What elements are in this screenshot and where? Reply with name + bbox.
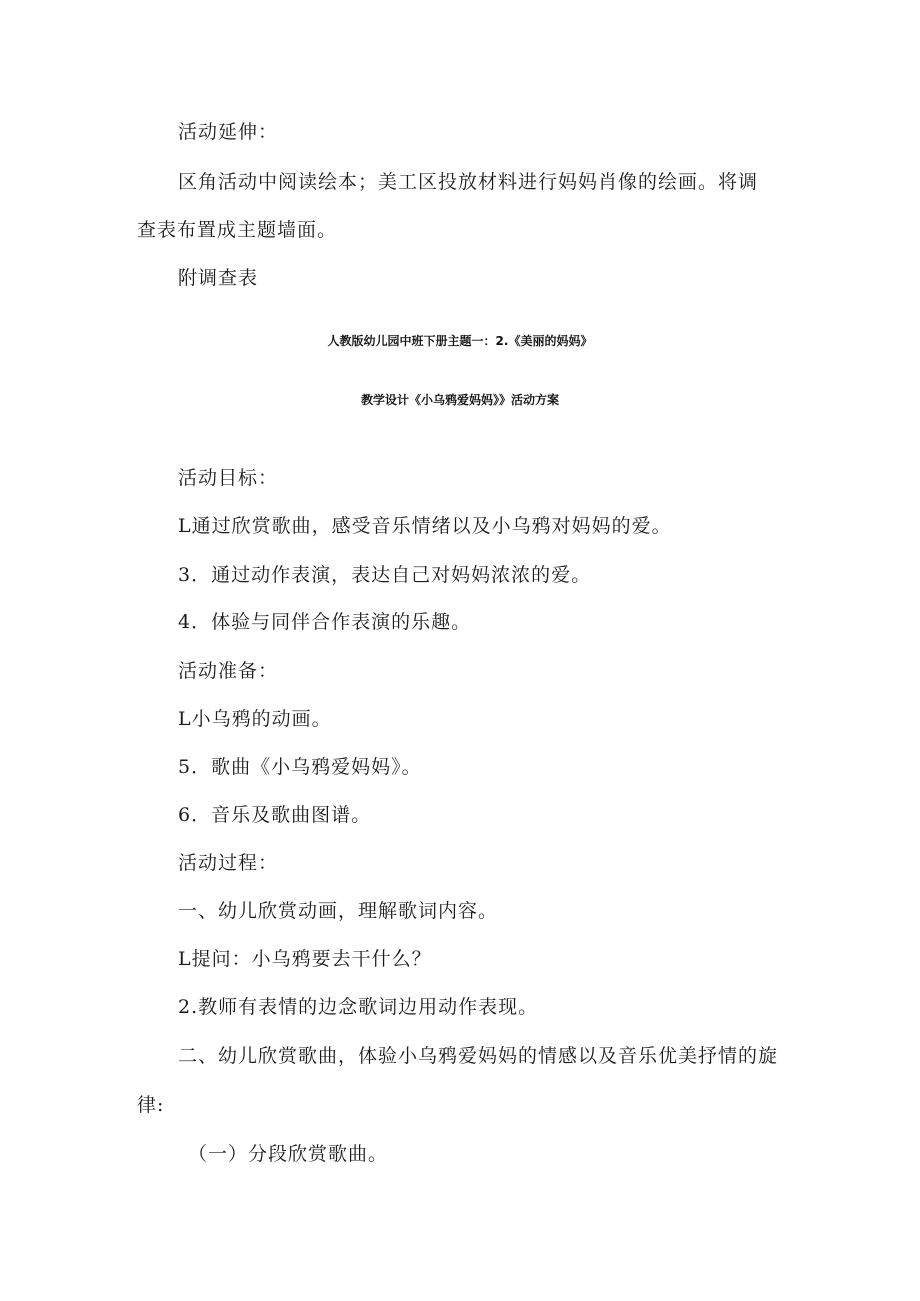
document-title-line-1: 人教版幼儿园中班下册主题一：2.《美丽的妈妈》 [327,334,593,348]
process-sub-step-1: （一）分段欣赏歌曲。 [188,1143,389,1165]
preparation-item: 5．歌曲《小乌鸦爱妈妈》。 [178,756,422,778]
process-step-2-line-1: 二、幼儿欣赏歌曲，体验小乌鸦爱妈妈的情感以及音乐优美抒情的旋 [178,1045,779,1067]
preparation-item: 6．音乐及歌曲图谱。 [178,804,372,826]
process-step-1: 一、幼儿欣赏动画，理解歌词内容。 [178,900,499,922]
process-step-1-item: 2.教师有表情的边念歌词边用动作表现。 [178,996,539,1018]
appendix-label: 附调查表 [178,267,259,289]
process-step-1-item: L提问：小乌鸦要去干什么？ [178,948,432,970]
extension-body-line-2: 查表布置成主题墙面。 [137,219,338,241]
extension-heading: 活动延伸： [178,121,279,143]
goals-heading: 活动目标： [178,467,279,489]
process-step-2-line-2: 律: [137,1094,165,1116]
goal-item: 3．通过动作表演，表达自己对妈妈浓浓的爱。 [178,564,592,586]
goal-item: 4．体验与同伴合作表演的乐趣。 [178,611,472,633]
goal-item: L通过欣赏歌曲，感受音乐情绪以及小乌鸦对妈妈的爱。 [178,515,672,537]
preparation-heading: 活动准备： [178,660,279,682]
preparation-item: L小乌鸦的动画。 [178,708,332,730]
process-heading: 活动过程： [178,852,279,874]
extension-body-line-1: 区角活动中阅读绘本；美工区投放材料进行妈妈肖像的绘画。将调 [178,171,759,193]
document-title-line-2: 教学设计《小乌鸦爱妈妈》》活动方案 [360,393,559,407]
